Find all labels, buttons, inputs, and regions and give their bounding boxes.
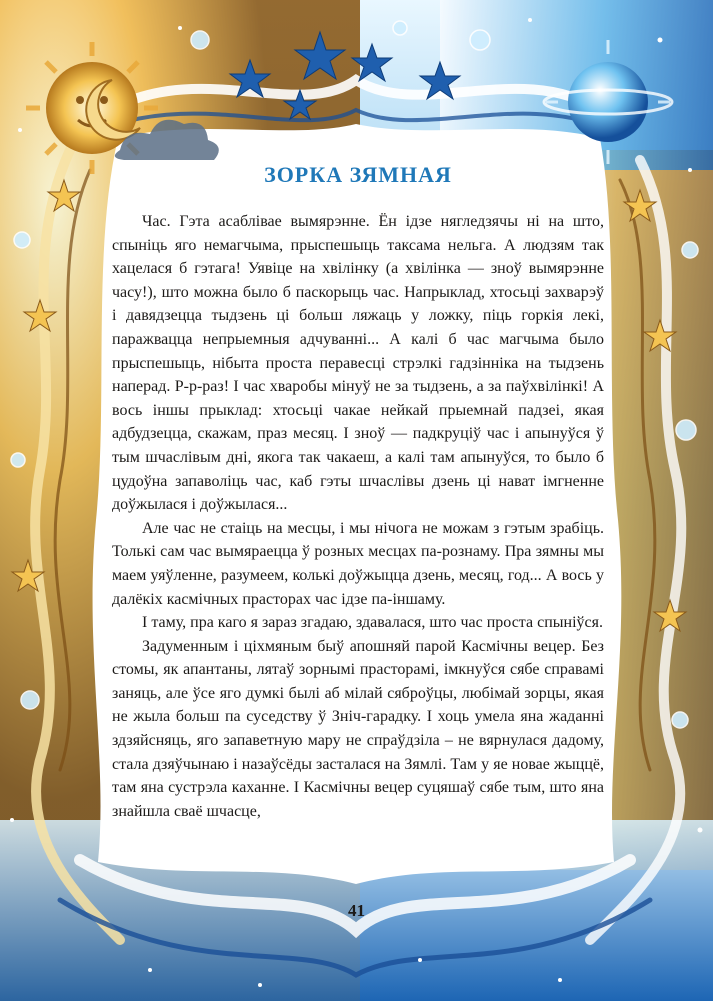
paragraph-3: І таму, пра каго я зараз згадаю, здавалася, што час проста спыніўся. — [142, 614, 603, 632]
page-number: 41 — [348, 901, 365, 920]
paragraph-1: Час. Гэта асаблівае вымярэнне. Ён ідзе нягледзячы ні на што, спыніць яго немагчыма, прыспешыць таксама нельга. А людзям так хацелася б гэтага! Уявіце на хвілінку (а хвілінка — зноў вымярэнне часу!), што можна было б паскорыць час. Напрыклад, хтосьці захварэў і давядзецца тыдзень ці больш ляжаць у ложку, піць горкія лекі, паражвацца непрыемныя адчуванні... А калі б час магчыма было прыспешыць, нібыта проста перавесці стрэлкі гадзінніка на тыдзень наперад. Р-р-раз! І час хваробы мінуў не за тыдзень, а за паўхвілінкі! А вось іншы прыклад: хтосьці чакае нейкай прыемнай падзеі, якая адбудзецца, скажам, праз месяц. І зноў — падкруціў час і апынуўся ў тым шчаслівым дні, якога так чакаеш, а калі там апынуўся, то было б цудоўна запаволіць час, каб гэты шчаслівы дзень ці нават імгненне доўжылася і доўжылася... — [112, 213, 604, 514]
story-title: ЗОРКА ЗЯМНАЯ — [264, 162, 452, 187]
paragraph-2: Але час не стаіць на месцы, і мы нічога не можам з гэтым зрабіць. Толькі сам час вымяраецца ў розных месцах па-рознаму. Пра зямны мы маем уяўленне, разумеем, колькі доўжыцца дзень, месяц, год... А вось у далёкіх касмічных прасторах час ідзе па-іншаму. — [112, 519, 604, 608]
text-area — [112, 154, 604, 914]
paragraph-4: Задуменным і ціхмяным быў апошняй парой Касмічны вецер. Без стомы, як апантаны, лятаў зорнымі прасторамі, імкнуўся сябе справамі заняць, але ўсе яго думкі былі аб мілай сяброўцы, любімай зорцы, якая не жыла больш па суседству ў Зніч-гарадку. І хоць умела яна жаданні здзяйсняць, яго запаветную мару не спраўдзіла – не вярнулася дадому, стала дзяўчынаю і назаўсёды засталася на Зямлі. Там у яе новае жыццё, там яна сустрэла каханне. І Касмічны вецер суцяшаў сябе тым, што яна знайшла сваё шчасце, — [112, 637, 604, 820]
